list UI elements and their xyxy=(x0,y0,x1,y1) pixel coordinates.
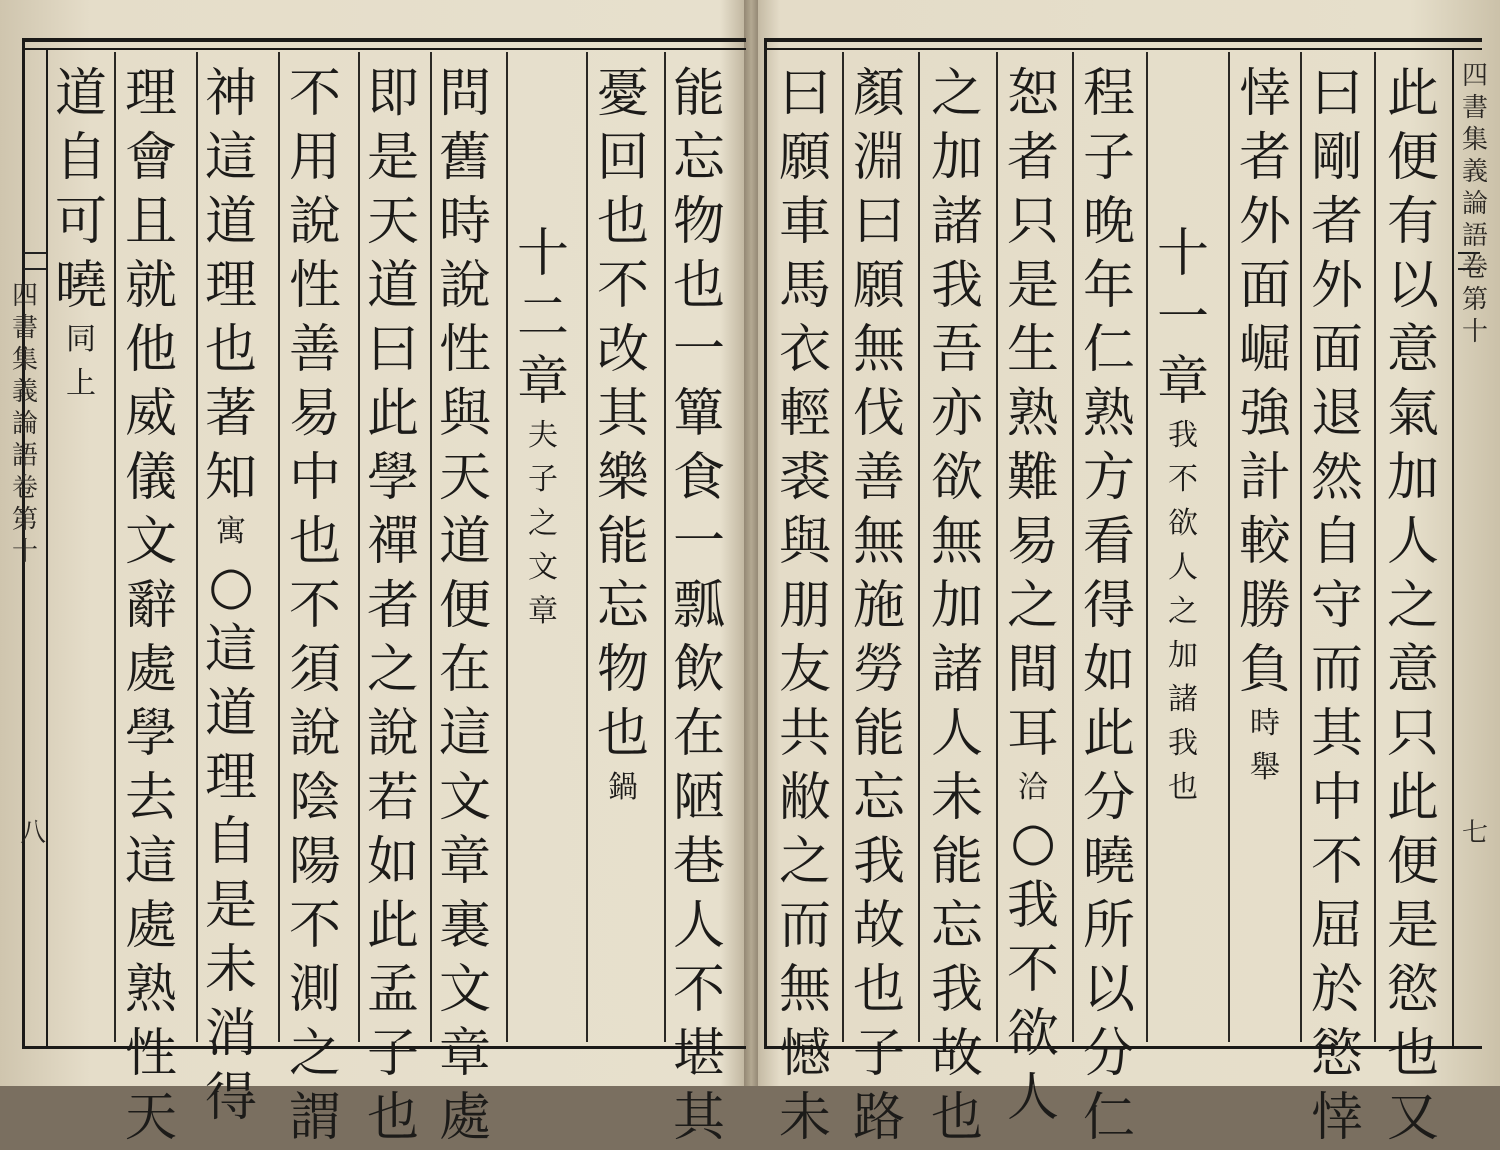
annotation-note: 我不欲人之加諸我也 xyxy=(1168,418,1198,805)
column-text: ○這道理自是未消得 xyxy=(204,556,257,1128)
chapter-heading: 十一章 xyxy=(1156,224,1209,412)
text-column xyxy=(512,62,574,1042)
column-divider xyxy=(430,52,432,1042)
column-text: 道自可曉 xyxy=(54,64,107,316)
column-text: 恕者只是生熟難易之間耳 xyxy=(1006,64,1059,764)
column-text: 曰剛者外面退然自守而其中不屈於慾悻 xyxy=(1310,64,1363,1148)
annotation-note: 時舉 xyxy=(1250,706,1280,785)
spine-fishtail xyxy=(24,252,46,270)
annotation-note: 寓 xyxy=(216,514,246,549)
text-column xyxy=(362,62,424,1148)
column-text: 悻者外面崛強計較勝負 xyxy=(1238,64,1291,700)
column-text: 能忘物也一簞食一瓢飲在陋巷人不堪其 xyxy=(672,64,725,1148)
right-page xyxy=(752,0,1500,1148)
text-column xyxy=(592,62,654,1042)
column-divider xyxy=(1300,52,1302,1042)
text-column xyxy=(1306,62,1368,1148)
page-left-border xyxy=(764,40,767,1048)
annotation-note: 洽 xyxy=(1018,770,1048,805)
column-divider xyxy=(1228,52,1230,1042)
text-column xyxy=(120,62,182,1148)
top-border-inner xyxy=(22,48,746,50)
top-border xyxy=(22,38,746,42)
column-text: 神這道理也著知 xyxy=(204,64,257,508)
text-column xyxy=(848,62,910,1148)
column-text: 即是天道曰此學禪者之說若如此孟子也 xyxy=(366,64,419,1148)
column-text: 顏淵曰願無伐善無施勞能忘我故也子路 xyxy=(852,64,905,1148)
text-column xyxy=(1002,62,1064,1128)
text-column xyxy=(774,62,836,1148)
left-folio: 八 xyxy=(20,818,47,848)
text-column xyxy=(668,62,730,1148)
text-column xyxy=(1382,62,1444,1148)
column-divider xyxy=(1374,52,1376,1042)
column-divider xyxy=(196,52,198,1042)
column-text: 不用說性善易中也不須說陰陽不測之謂 xyxy=(288,64,341,1148)
column-text: 此便有以意氣加人之意只此便是慾也又 xyxy=(1386,64,1439,1148)
text-column xyxy=(434,62,496,1148)
text-column xyxy=(200,62,262,1128)
column-text: 理會且就他威儀文辭處學去這處熟性天 xyxy=(124,64,177,1148)
column-divider xyxy=(278,52,280,1042)
text-column xyxy=(1078,62,1140,1148)
left-spine-title: 四書集義論語卷第十 xyxy=(11,281,38,567)
column-divider xyxy=(664,52,666,1042)
column-divider xyxy=(506,52,508,1042)
column-divider xyxy=(1146,52,1148,1042)
column-text: 曰願車馬衣輕裘與朋友共敝之而無憾未 xyxy=(778,64,831,1148)
column-text: ○我不欲人 xyxy=(1006,812,1059,1128)
column-divider xyxy=(996,52,998,1042)
right-folio: 七 xyxy=(1462,818,1489,848)
top-border xyxy=(764,38,1482,42)
column-divider xyxy=(1072,52,1074,1042)
spine-line xyxy=(1452,48,1454,1048)
column-divider xyxy=(586,52,588,1042)
left-page xyxy=(0,0,748,1148)
text-column xyxy=(1152,62,1214,1042)
column-divider xyxy=(358,52,360,1042)
annotation-note: 鍋 xyxy=(608,770,638,805)
column-text: 憂回也不改其樂能忘物也 xyxy=(596,64,649,764)
column-text: 之加諸我吾亦欲無加諸人未能忘我故也 xyxy=(930,64,983,1148)
top-border-inner xyxy=(764,48,1482,50)
column-text: 程子晚年仁熟方看得如此分曉所以分仁 xyxy=(1082,64,1135,1148)
text-column xyxy=(284,62,346,1148)
column-divider xyxy=(918,52,920,1042)
text-column xyxy=(926,62,988,1148)
column-divider xyxy=(114,52,116,1042)
text-column xyxy=(50,62,112,1042)
annotation-note: 同上 xyxy=(66,322,96,401)
column-divider xyxy=(842,52,844,1042)
right-spine-title: 四書集義論語卷第十 xyxy=(1461,61,1488,347)
column-text: 問舊時說性與天道便在這文章裏文章處 xyxy=(438,64,491,1148)
annotation-note: 夫子之文章 xyxy=(528,418,558,629)
text-column xyxy=(1234,62,1296,1042)
chapter-heading: 十二章 xyxy=(516,224,569,412)
spine-line xyxy=(46,48,48,1048)
